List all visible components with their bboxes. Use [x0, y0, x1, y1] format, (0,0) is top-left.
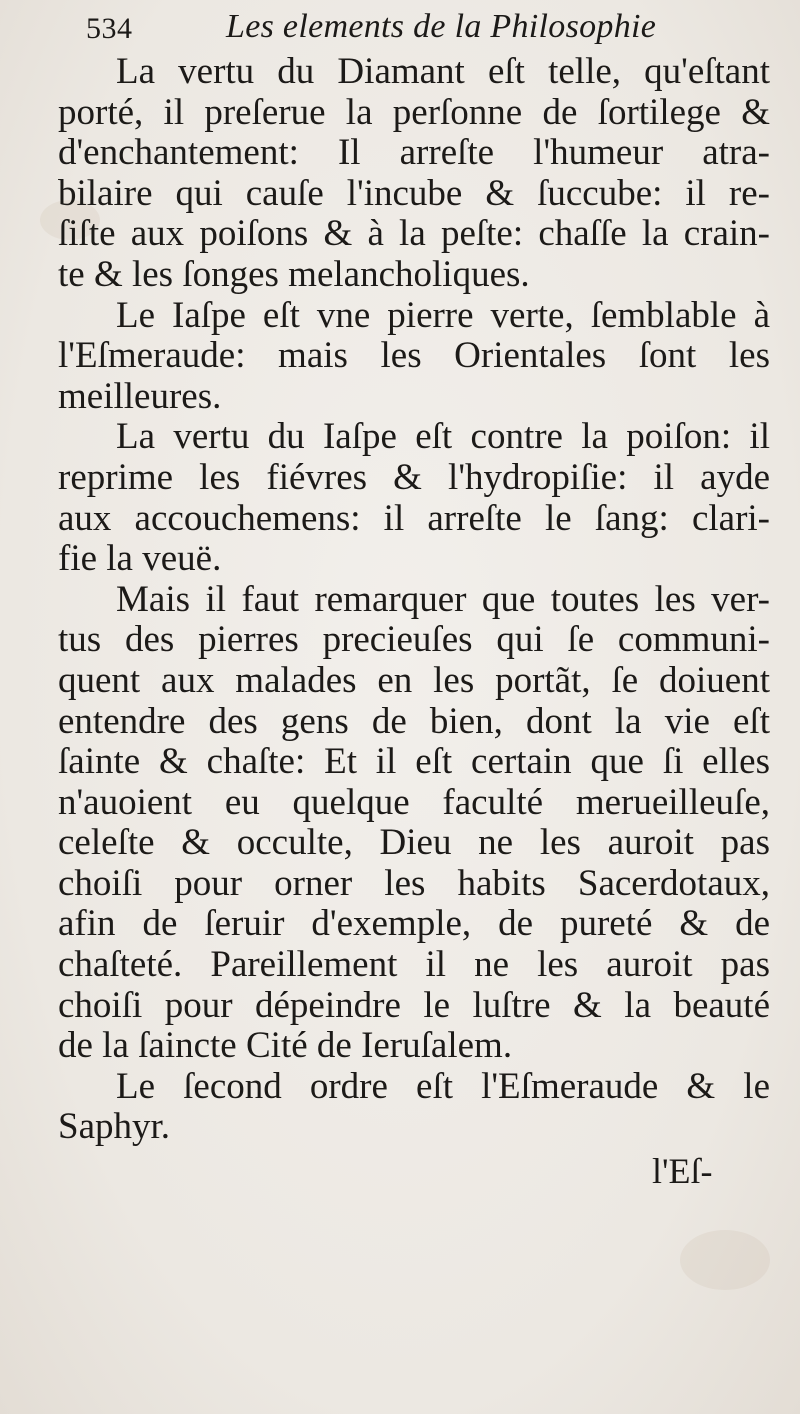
text-line: de la ſaincte Cité de Ieruſalem. [58, 1026, 513, 1067]
text-line: tus des pierres precieuſes qui ſe communi- [58, 620, 770, 661]
text-line: reprime les fiévres & l'hydropiſie: il ayde [58, 457, 770, 498]
text-line: afin de ſeruir d'exemple, de pureté & de [58, 904, 770, 945]
text-line: ſainte & chaſte: Et il eſt certain que ſi elles [58, 742, 770, 783]
text-line: bilaire qui cauſe l'incube & ſuccube: il re- [58, 173, 770, 214]
paper-stain [680, 1230, 770, 1290]
page-header [86, 6, 726, 54]
text-line: Mais il faut remarquer que toutes les ver- [116, 579, 770, 620]
text-line: choiſi pour dépeindre le luſtre & la beauté [58, 985, 770, 1026]
text-line: porté, il preſerue la perſonne de ſortilege & [58, 92, 770, 133]
catchword: l'Eſ- [652, 1151, 713, 1191]
body-text [58, 52, 770, 1148]
text-line: entendre des gens de bien, dont la vie eſt [58, 701, 770, 742]
text-line: l'Eſmeraude: mais les Orientales ſont les [58, 336, 770, 377]
text-line: Saphyr. [58, 1107, 171, 1148]
text-line: Le ſecond ordre eſt l'Eſmeraude & le [116, 1066, 770, 1107]
text-line: choiſi pour orner les habits Sacerdotaux, [58, 863, 770, 904]
text-line: fie la veuë. [58, 539, 222, 580]
text-line: meilleures. [58, 376, 222, 417]
text-line: celeſte & occulte, Dieu ne les auroit pas [58, 823, 770, 864]
text-line: chaſteté. Pareillement il ne les auroit pas [58, 945, 770, 986]
text-line: ſiſte aux poiſons & à la peſte: chaſſe la crain- [58, 214, 770, 255]
running-title: Les elements de la Philosophie [226, 8, 657, 45]
text-line: La vertu du Diamant eſt telle, qu'eſtant [116, 52, 770, 92]
text-line: te & les ſonges melancholiques. [58, 254, 530, 295]
text-line: n'auoient eu quelque faculté merueilleuſe, [58, 782, 770, 823]
text-line: d'enchantement: Il arreſte l'humeur atra- [58, 133, 770, 174]
text-line: quent aux malades en les portãt, ſe doiuent [58, 660, 770, 701]
text-line: La vertu du Iaſpe eſt contre la poiſon: il [116, 417, 770, 458]
text-line: aux accouchemens: il arreſte le ſang: clari- [58, 498, 770, 539]
page-number: 534 [86, 12, 133, 45]
text-line: Le Iaſpe eſt vne pierre verte, ſemblable à [116, 295, 770, 336]
